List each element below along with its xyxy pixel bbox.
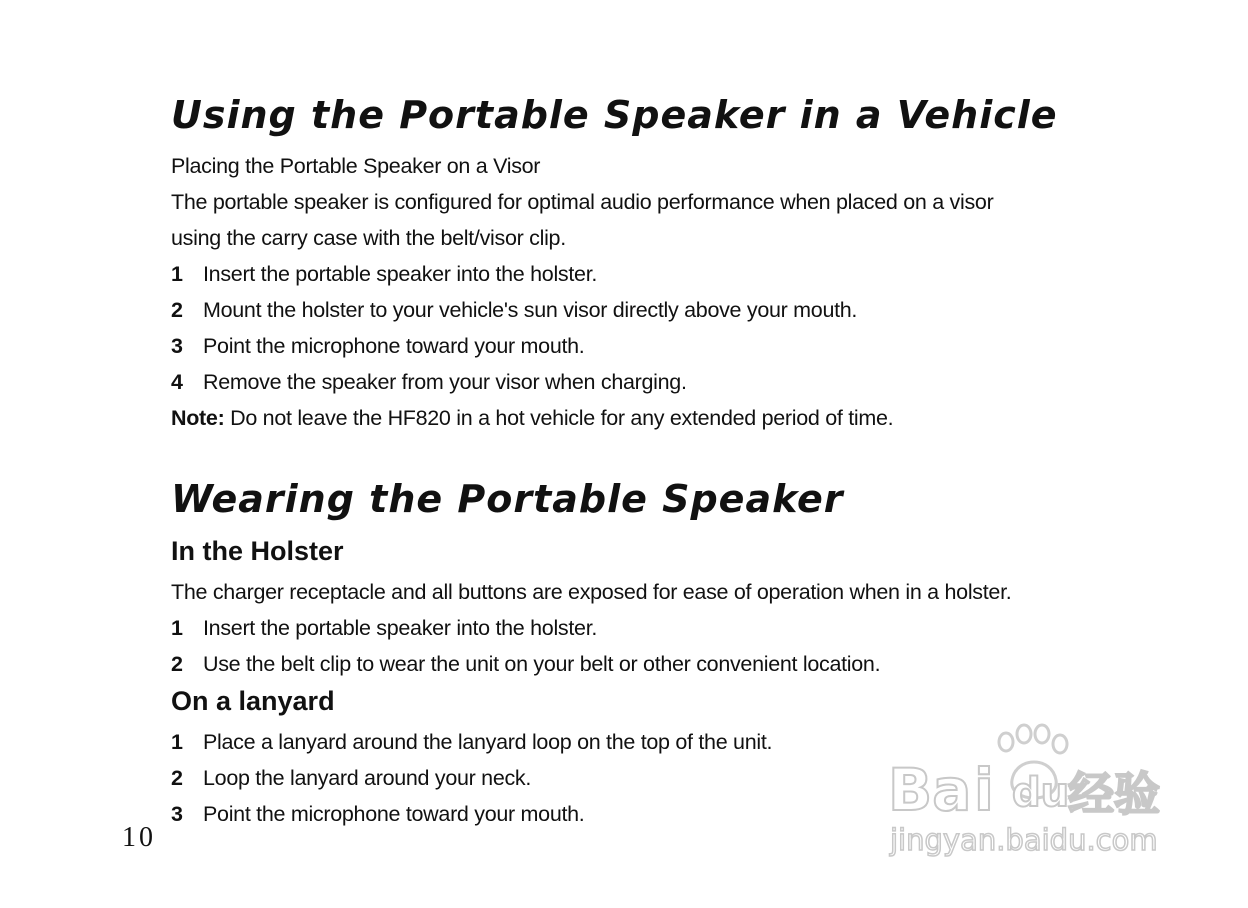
intro-text-line-2: using the carry case with the belt/visor clip. [171,226,566,250]
svg-text:i: i [974,756,994,824]
step-text: Use the belt clip to wear the unit on your belt or other convenient location. [203,652,881,676]
svg-text:经验: 经验 [1068,767,1160,821]
step-number: 1 [171,730,183,754]
list-item [171,334,584,359]
section-subtitle-visor: Placing the Portable Speaker on a Visor [171,154,541,178]
svg-text:du: du [1012,770,1070,816]
baidu-jingyan-watermark-logo [884,720,1184,870]
step-number: 2 [171,298,183,322]
page-number: 10 [122,822,156,853]
section-title-wearing: Wearing the Portable Speaker [171,477,844,521]
list-item [171,616,597,641]
note [171,406,893,431]
list-item [171,298,857,323]
step-number: 2 [171,652,183,676]
list-item [171,370,687,395]
step-number: 2 [171,766,183,790]
list-item [171,766,531,791]
svg-text:Ba: Ba [888,756,972,824]
svg-text:jingyan.baidu.com: jingyan.baidu.com [890,823,1158,857]
step-text: Point the microphone toward your mouth. [203,334,585,358]
step-number: 1 [171,616,183,640]
subheading-holster: In the Holster [171,536,344,566]
step-number: 3 [171,334,183,358]
list-item [171,730,772,755]
step-text: Place a lanyard around the lanyard loop on the top of the unit. [203,730,773,754]
step-text: Loop the lanyard around your neck. [203,766,532,790]
step-text: Insert the portable speaker into the holster. [203,262,598,286]
step-text: Insert the portable speaker into the holster. [203,616,598,640]
step-number: 1 [171,262,183,286]
step-text: Remove the speaker from your visor when charging. [203,370,687,394]
list-item [171,802,584,827]
step-text: Point the microphone toward your mouth. [203,802,585,826]
step-text: Mount the holster to your vehicle's sun visor directly above your mouth. [203,298,858,322]
note-label: Note: [171,406,225,430]
step-number: 4 [171,370,183,394]
step-number: 3 [171,802,183,826]
list-item [171,262,597,287]
intro-text-line-1: The portable speaker is configured for optimal audio performance when placed on a visor [171,190,994,214]
holster-intro-text: The charger receptacle and all buttons are exposed for ease of operation when in a holster. [171,580,1012,604]
list-item [171,652,880,677]
section-title-vehicle: Using the Portable Speaker in a Vehicle [171,93,1058,137]
note-text: Do not leave the HF820 in a hot vehicle for any extended period of time. [224,406,894,430]
subheading-lanyard: On a lanyard [171,686,335,716]
